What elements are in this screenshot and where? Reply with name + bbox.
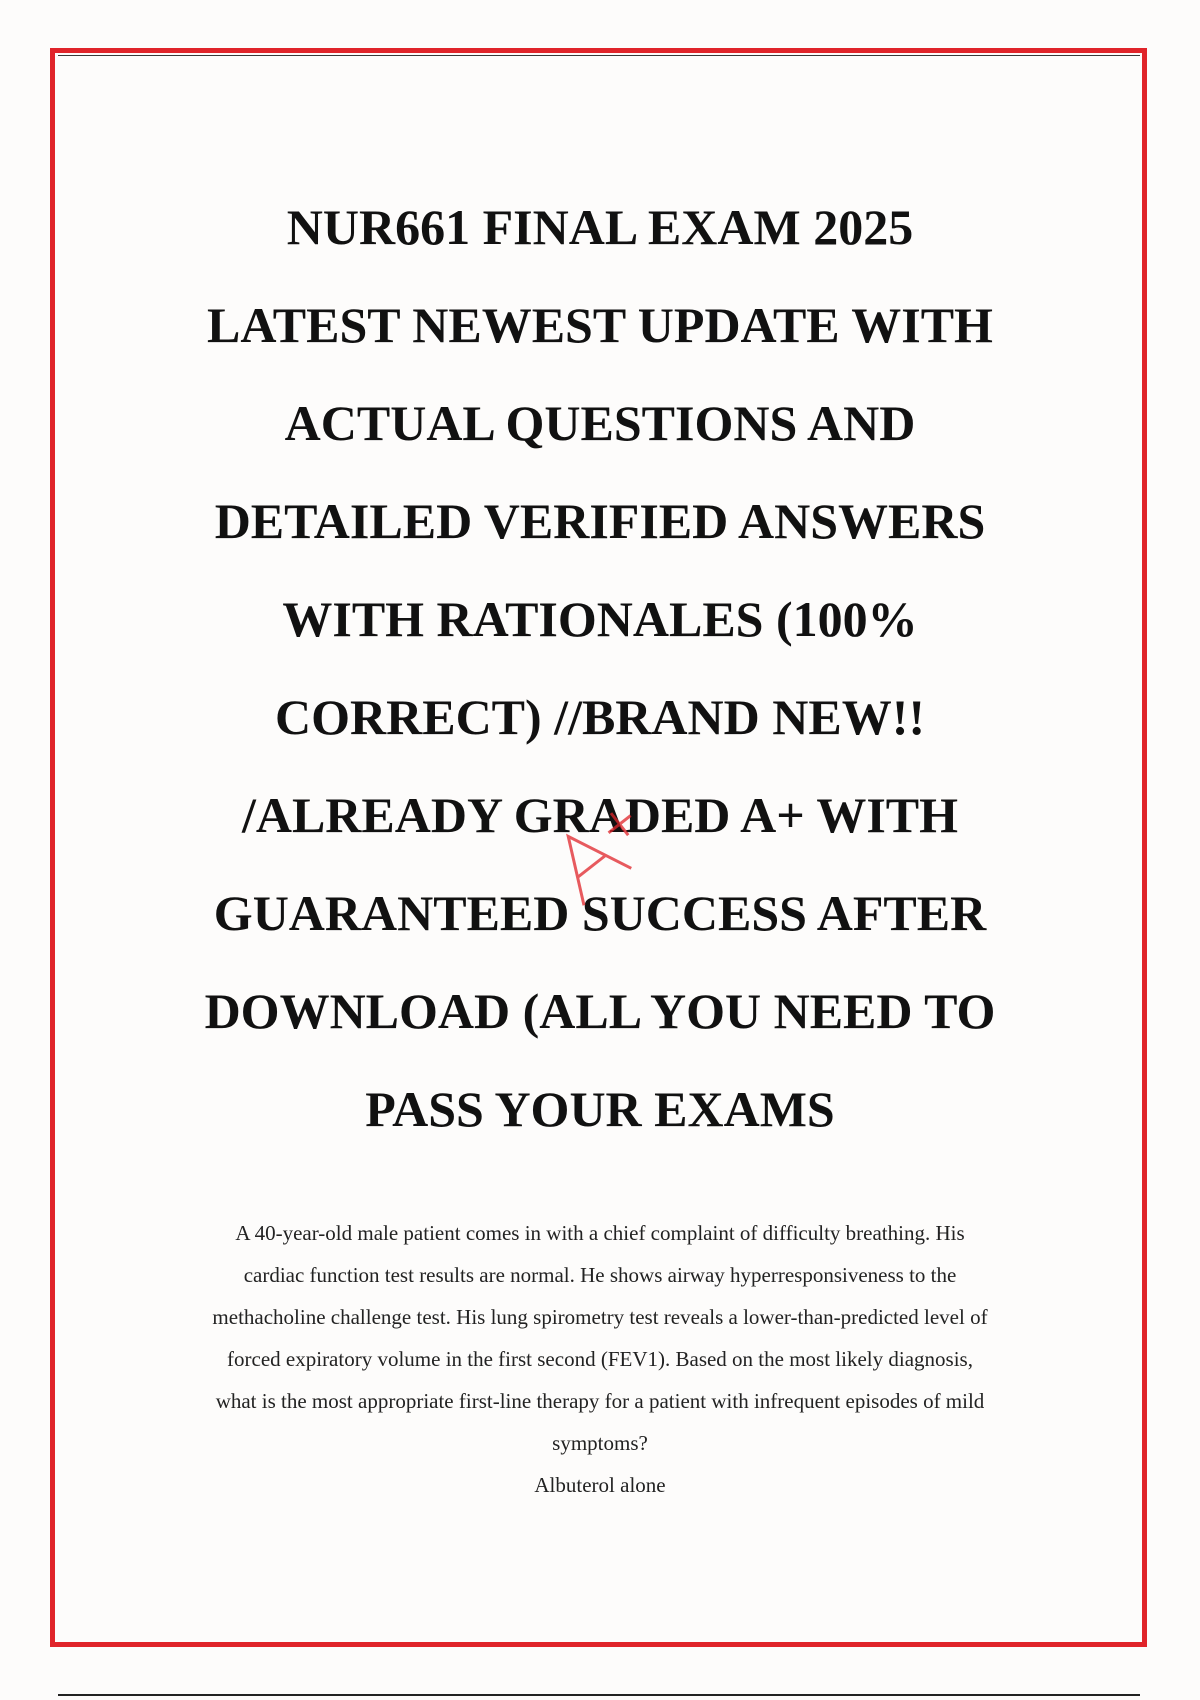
question-line: cardiac function test results are normal. He shows airway hyperresponsiveness to the: [243, 1263, 957, 1287]
question-line: what is the most appropriate first-line therapy for a patient with infrequent episodes of mild: [215, 1389, 985, 1413]
a-plus-watermark-logo: [538, 800, 658, 910]
title-line: DETAILED VERIFIED ANSWERS: [214, 493, 986, 549]
title-line: ACTUAL QUESTIONS AND: [284, 395, 916, 451]
title-line: WITH RATIONALES (100%: [282, 591, 918, 647]
page-bottom-divider: [58, 1694, 1140, 1696]
question-line: methacholine challenge test. His lung spirometry test reveals a lower-than-predicted level of: [212, 1305, 988, 1329]
title-line: PASS YOUR EXAMS: [365, 1081, 835, 1137]
question-text: [140, 1212, 1060, 1464]
title-line: GUARANTEED SUCCESS AFTER: [213, 885, 987, 941]
title-line: LATEST NEWEST UPDATE WITH: [207, 297, 993, 353]
document-title: [110, 178, 1090, 1158]
page-border-inner-line: [58, 55, 1140, 59]
question-line: A 40-year-old male patient comes in with a chief complaint of difficulty breathing. His: [235, 1221, 965, 1245]
title-line: CORRECT) //BRAND NEW!!: [275, 689, 925, 745]
answer-text: Albuterol alone: [534, 1473, 666, 1497]
title-line: DOWNLOAD (ALL YOU NEED TO: [204, 983, 996, 1039]
title-line: /ALREADY GRADED A+ WITH: [241, 787, 959, 843]
question-line: forced expiratory volume in the first second (FEV1). Based on the most likely diagnosis,: [227, 1347, 973, 1371]
title-line: NUR661 FINAL EXAM 2025: [286, 199, 914, 255]
question-line: symptoms?: [552, 1431, 648, 1455]
